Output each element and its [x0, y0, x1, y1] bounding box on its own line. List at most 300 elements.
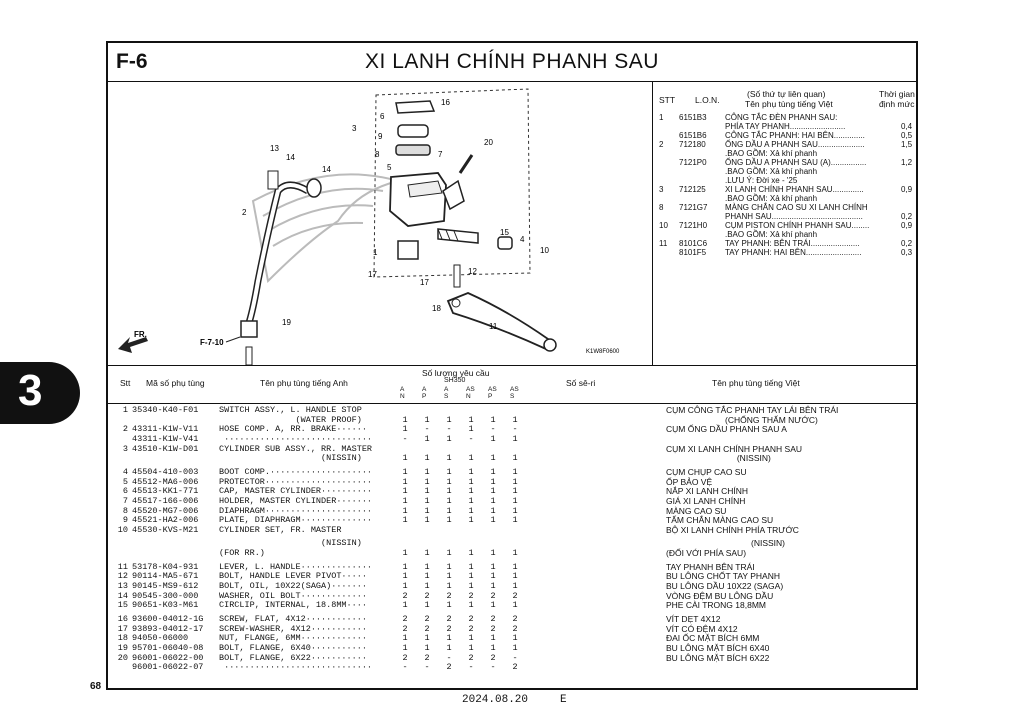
qty-col-header: S	[444, 393, 449, 400]
print-date: 2024.08.20	[462, 694, 529, 706]
cell-qty: 1	[446, 476, 452, 487]
cell-no: 11	[117, 561, 128, 572]
cell-qty: 1	[402, 571, 408, 582]
table-row	[108, 453, 916, 463]
legend-lon: 712125	[679, 185, 706, 194]
cell-part: 90651-K03-M61	[132, 600, 199, 611]
cell-qty: 1	[424, 600, 430, 611]
diagram-drawing	[108, 81, 652, 365]
legend-stt: 3	[659, 185, 664, 194]
cell-qty: 1	[468, 561, 474, 572]
table-row	[108, 633, 916, 643]
cell-qty: 1	[424, 495, 430, 506]
cell-qty: 1	[402, 561, 408, 572]
legend-desc: ỐNG DẦU A PHANH SAU.....................	[725, 140, 865, 149]
qty-col-header: P	[422, 393, 427, 400]
cell-part: 45512-MA6-006	[132, 476, 199, 487]
cell-qty: 1	[424, 433, 430, 444]
oil-bolt	[268, 171, 278, 189]
legend-desc: .LƯU Ý: Đời xe - '25	[725, 176, 798, 185]
cell-en: BOOT COMP.····················	[219, 466, 373, 477]
legend-time: 1,5	[901, 140, 913, 149]
cell-qty: -	[490, 662, 496, 673]
cell-qty: 1	[424, 561, 430, 572]
legend-time: 0,9	[901, 185, 913, 194]
table-row	[108, 571, 916, 581]
cell-qty: 1	[468, 466, 474, 477]
legend-lon: 8101F5	[679, 248, 707, 257]
cell-en: PROTECTOR·····················	[219, 476, 373, 487]
col-serial-header: Số sê-ri	[566, 378, 596, 388]
col-vi-header: Tên phụ tùng tiếng Việt	[712, 378, 800, 388]
title-bar	[108, 43, 916, 82]
legend-row	[653, 194, 916, 203]
callout-2: 2	[242, 208, 247, 217]
cell-qty: 1	[490, 414, 496, 425]
cell-qty: 1	[402, 633, 408, 644]
legend-header-time2: định mức	[879, 99, 915, 109]
table-row	[108, 515, 916, 525]
callout-19: 19	[282, 318, 291, 327]
cell-qty: 1	[424, 581, 430, 592]
cell-qty: 1	[468, 424, 474, 435]
cell-qty: 1	[402, 581, 408, 592]
cell-qty: 2	[490, 623, 496, 634]
legend-desc: MÀNG CHẮN CAO SU XI LANH CHÍNH	[725, 203, 868, 212]
legend-header-lon: L.O.N.	[695, 95, 720, 105]
cell-qty: -	[402, 433, 408, 444]
legend-stt: 8	[659, 203, 664, 212]
cell-part: 93893-04012-17	[132, 623, 204, 634]
cell-qty: 1	[490, 495, 496, 506]
link-label: F-7-10	[200, 338, 224, 347]
callout-18: 18	[432, 304, 441, 313]
cell-part: 45530-KVS-M21	[132, 524, 199, 535]
section-tab	[0, 362, 80, 424]
pivot-bolt	[454, 265, 460, 287]
qty-col-header: AS	[510, 386, 519, 393]
cell-part: 43311-K1W-V11	[132, 424, 199, 435]
callout-5: 5	[387, 163, 392, 172]
legend-header-desc2: Tên phụ tùng tiếng Việt	[745, 99, 833, 109]
cell-part: 96001-06022-00	[132, 652, 204, 663]
cell-vi: (NISSIN)	[666, 453, 771, 464]
table-row	[108, 614, 916, 624]
legend-row	[653, 230, 916, 239]
legend-row	[653, 140, 916, 149]
legend-row	[653, 176, 916, 185]
cell-vi: TAY PHANH BÊN TRÁI	[666, 561, 755, 572]
cell-no: 16	[117, 614, 128, 624]
callout-20: 20	[484, 138, 493, 147]
cell-qty: 1	[402, 505, 408, 516]
table-row	[108, 624, 916, 634]
cell-part: 95701-06040-08	[132, 642, 204, 653]
cell-vi: BU LÔNG CHỐT TAY PHANH	[666, 571, 780, 582]
cell-en: (NISSIN)	[219, 453, 362, 464]
legend-lon: 6151B6	[679, 131, 707, 140]
page-title: XI LANH CHÍNH PHANH SAU	[365, 50, 659, 73]
table-row	[108, 424, 916, 434]
cell-vi: CỤM XI LANH CHÍNH PHANH SAU	[666, 443, 803, 454]
cell-vi: (CHỐNG THẤM NƯỚC)	[666, 414, 818, 425]
qty-col-header: S	[510, 393, 515, 400]
cell-qty: 2	[512, 614, 518, 624]
cell-qty: 1	[512, 561, 518, 572]
cell-vi: BỘ XI LANH CHÍNH PHÍA TRƯỚC	[666, 524, 799, 535]
cell-qty: 1	[490, 466, 496, 477]
cell-en: BOLT, OIL, 10X22(SAGA)·······	[219, 581, 367, 592]
cell-qty: -	[446, 652, 452, 663]
cell-qty: 1	[468, 571, 474, 582]
cell-no: 7	[122, 495, 128, 506]
cell-qty: 1	[490, 561, 496, 572]
table-row	[108, 415, 916, 425]
legend-desc: TAY PHANH: BÊN TRÁI......................	[725, 239, 860, 248]
cell-qty: -	[468, 433, 474, 444]
cell-qty: 1	[490, 476, 496, 487]
cell-en: LEVER, L. HANDLE··············	[219, 561, 373, 572]
cell-qty: 1	[512, 476, 518, 487]
cell-part: 93600-04012-1G	[132, 614, 204, 624]
legend-lon: 712180	[679, 140, 706, 149]
legend-row	[653, 122, 916, 131]
cell-vi: ĐAI ỐC MẶT BÍCH 6MM	[666, 633, 760, 644]
cell-qty: 1	[424, 642, 430, 653]
cell-en: DIAPHRAGM·····················	[219, 505, 373, 516]
cell-no: 9	[122, 515, 128, 526]
legend-row	[653, 203, 916, 212]
legend-time: 0,5	[901, 131, 913, 140]
cell-qty: 2	[468, 590, 474, 601]
legend-row	[653, 149, 916, 158]
legend-desc: TAY PHANH: HAI BÊN.........................	[725, 248, 862, 257]
cell-qty: 2	[424, 652, 430, 663]
cell-qty: 1	[424, 571, 430, 582]
section-tab-number: 3	[18, 366, 43, 415]
legend-desc: PHANH SAU.........................................	[725, 212, 863, 221]
cell-qty: 2	[468, 614, 474, 624]
qty-col-header: P	[488, 393, 493, 400]
arrow-label: FR.	[134, 330, 147, 339]
table-row	[108, 538, 916, 548]
qty-col-header: A	[422, 386, 427, 393]
cap	[396, 101, 434, 113]
legend-lon: 7121G7	[679, 203, 708, 212]
cell-qty: 1	[402, 548, 408, 559]
cell-en: PLATE, DIAPHRAGM··············	[219, 515, 373, 526]
cell-en: SWITCH ASSY., L. HANDLE STOP	[219, 405, 362, 415]
cell-qty: -	[424, 424, 430, 435]
cell-qty: 1	[512, 466, 518, 477]
cell-vi: BU LÔNG MẶT BÍCH 6X40	[666, 642, 770, 653]
table-row	[108, 548, 916, 558]
cell-qty: 1	[512, 633, 518, 644]
model-label: SH350	[444, 377, 466, 384]
legend-desc: .BAO GỒM: Xả khí phanh	[725, 194, 818, 203]
cell-vi: MÀNG CAO SU	[666, 505, 727, 516]
cell-qty: 1	[402, 414, 408, 425]
cell-qty: 1	[468, 414, 474, 425]
legend-stt: 10	[659, 221, 668, 230]
cell-no: 8	[122, 505, 128, 516]
col-partno-header: Mã số phụ tùng	[146, 378, 205, 388]
legend-time: 0,2	[901, 239, 913, 248]
callout-1: 1	[373, 248, 378, 257]
cell-qty: 1	[402, 466, 408, 477]
cell-vi: (NISSIN)	[666, 538, 786, 549]
legend-row	[653, 239, 916, 248]
cell-en: WASHER, OIL BOLT·············	[219, 590, 367, 601]
cell-part: 96001-06022-07	[132, 662, 204, 673]
table-row	[108, 486, 916, 496]
callout-13: 13	[270, 144, 279, 153]
legend-stt: 11	[659, 239, 668, 248]
page-number: 68	[90, 681, 102, 692]
legend-time: 0,3	[901, 248, 913, 257]
cell-qty: 2	[468, 652, 474, 663]
callout-11: 11	[489, 322, 498, 331]
cell-no: 4	[122, 466, 128, 477]
cell-qty: 1	[424, 515, 430, 526]
cell-en: CYLINDER SET, FR. MASTER	[219, 524, 342, 535]
cell-qty: 1	[468, 633, 474, 644]
flange-bolt	[246, 347, 252, 365]
qty-col-header: AS	[466, 386, 475, 393]
cell-qty: 1	[402, 453, 408, 464]
cell-qty: 1	[446, 633, 452, 644]
edition-letter: E	[560, 694, 567, 706]
legend-row	[653, 221, 916, 230]
cell-qty: 2	[512, 590, 518, 601]
legend-stt: 2	[659, 140, 664, 149]
cell-part: 35340-K40-F01	[132, 405, 199, 415]
cell-qty: 2	[424, 614, 430, 624]
cell-qty: 2	[446, 590, 452, 601]
cell-qty: 1	[512, 414, 518, 425]
qty-col-header: N	[466, 393, 471, 400]
cell-en: NUT, FLANGE, 6MM·············	[219, 633, 367, 644]
callout-10: 10	[540, 246, 549, 255]
cell-qty: -	[512, 424, 518, 435]
cell-no: 10	[117, 524, 128, 535]
callout-6: 6	[380, 112, 385, 121]
cell-qty: 1	[446, 515, 452, 526]
cell-no: 6	[122, 486, 128, 497]
cell-qty: 1	[468, 476, 474, 487]
cell-qty: 1	[512, 505, 518, 516]
cell-qty: 1	[512, 642, 518, 653]
cell-qty: 1	[512, 433, 518, 444]
legend-lon: 7121P0	[679, 158, 707, 167]
table-row	[108, 591, 916, 601]
cell-en: (WATER PROOF)	[219, 414, 362, 425]
cell-qty: 1	[512, 548, 518, 559]
banjo-bolt	[307, 179, 321, 197]
cell-part: 94050-06000	[132, 633, 189, 644]
cell-qty: -	[468, 662, 474, 673]
cell-vi: VÒNG ĐỆM BU LÔNG DẦU	[666, 590, 774, 601]
cell-qty: -	[424, 662, 430, 673]
callout-14b: 14	[322, 165, 331, 174]
cell-qty: 1	[424, 505, 430, 516]
cell-part: 45504-410-003	[132, 466, 199, 477]
cell-qty: 1	[402, 476, 408, 487]
cell-qty: 1	[468, 581, 474, 592]
cell-qty: 1	[490, 433, 496, 444]
table-row	[108, 600, 916, 610]
cell-part: 45517-166-006	[132, 495, 199, 506]
table-row	[108, 643, 916, 653]
cell-no: 13	[117, 581, 128, 592]
cell-qty: 1	[512, 453, 518, 464]
legend-header-stt: STT	[659, 95, 676, 105]
cell-qty: 1	[424, 414, 430, 425]
cell-qty: 1	[512, 571, 518, 582]
qty-title: Số lượng yêu cầu	[422, 368, 490, 378]
cell-qty: 2	[468, 623, 474, 634]
cell-qty: 1	[468, 486, 474, 497]
table-row	[108, 444, 916, 454]
legend-desc: .BAO GỒM: Xả khí phanh	[725, 230, 818, 239]
cell-no: 20	[117, 652, 128, 663]
legend-desc: CÔNG TẮC PHANH: HAI BÊN..............	[725, 131, 865, 140]
legend-desc: .BAO GỒM: Xả khí phanh	[725, 167, 818, 176]
cell-qty: 1	[424, 548, 430, 559]
cell-qty: 1	[424, 453, 430, 464]
cell-no: 1	[122, 405, 128, 415]
cell-en: BOLT, FLANGE, 6X40···········	[219, 642, 367, 653]
exploded-diagram	[108, 81, 653, 365]
cell-qty: 1	[468, 642, 474, 653]
cell-vi: PHE CÀI TRONG 18,8MM	[666, 600, 766, 611]
legend-desc: CỤM PISTON CHÍNH PHANH SAU........	[725, 221, 870, 230]
cell-qty: 2	[490, 590, 496, 601]
cell-part: 45521-HA2-006	[132, 515, 199, 526]
cell-qty: 1	[468, 548, 474, 559]
cell-qty: 2	[490, 652, 496, 663]
cell-en: BOLT, FLANGE, 6X22···········	[219, 652, 367, 663]
table-row	[108, 581, 916, 591]
plate	[398, 125, 428, 137]
cell-part: 43311-K1W-V41	[132, 433, 199, 444]
cell-qty: 1	[446, 548, 452, 559]
callout-8: 8	[375, 150, 380, 159]
cell-vi: GIÁ XI LANH CHÍNH	[666, 495, 746, 506]
col-en-header: Tên phụ tùng tiếng Anh	[260, 378, 348, 388]
cell-qty: 2	[402, 590, 408, 601]
cell-qty: 2	[424, 623, 430, 634]
cell-part: 53178-K04-931	[132, 561, 199, 572]
legend-row	[653, 212, 916, 221]
cell-en: HOLDER, MASTER CYLINDER·······	[219, 495, 373, 506]
cell-qty: 2	[446, 662, 452, 673]
cell-vi: BU LÔNG MẶT BÍCH 6X22	[666, 652, 770, 663]
cell-vi: BU LÔNG DẦU 10X22 (SAGA)	[666, 581, 784, 592]
cell-qty: 2	[402, 614, 408, 624]
legend-row	[653, 113, 916, 122]
cell-qty: 1	[468, 600, 474, 611]
cell-vi: TẤM CHẮN MÀNG CAO SU	[666, 515, 774, 526]
cell-qty: 1	[446, 414, 452, 425]
cell-qty: 1	[424, 466, 430, 477]
cell-qty: 1	[446, 600, 452, 611]
cell-qty: 1	[424, 476, 430, 487]
cell-qty: 1	[490, 486, 496, 497]
cell-part: 90145-MS9-612	[132, 581, 199, 592]
legend-time: 1,2	[901, 158, 913, 167]
table-row	[108, 653, 916, 663]
legend-lon: 8101C6	[679, 239, 708, 248]
cell-qty: 1	[424, 486, 430, 497]
cell-en: CAP, MASTER CYLINDER··········	[219, 486, 373, 497]
cell-qty: 1	[468, 495, 474, 506]
cell-en: ·····························	[219, 662, 373, 673]
cell-qty: -	[446, 424, 452, 435]
table-row	[108, 525, 916, 535]
cell-vi: VÍT CÓ ĐỆM 4X12	[666, 623, 738, 634]
cell-qty: 1	[402, 600, 408, 611]
table-row	[108, 662, 916, 672]
cell-no: 12	[117, 571, 128, 582]
table-row	[108, 477, 916, 487]
cell-en: CYLINDER SUB ASSY., RR. MASTER	[219, 443, 373, 454]
cell-qty: 1	[446, 581, 452, 592]
legend-row	[653, 158, 916, 167]
legend-time: 0,4	[901, 122, 913, 131]
qty-col-header: A	[400, 386, 405, 393]
col-no-header: Stt	[120, 378, 131, 388]
cell-qty: 2	[402, 623, 408, 634]
cell-qty: 1	[402, 424, 408, 435]
qty-col-header: AS	[488, 386, 497, 393]
callout-12: 12	[468, 267, 477, 276]
legend-row	[653, 167, 916, 176]
callout-17a: 17	[368, 270, 377, 279]
boot	[498, 237, 512, 249]
cell-qty: 1	[446, 642, 452, 653]
cell-qty: 1	[402, 515, 408, 526]
cell-en: CIRCLIP, INTERNAL, 18.8MM····	[219, 600, 367, 611]
cell-qty: 1	[446, 433, 452, 444]
legend-row	[653, 248, 916, 257]
cell-qty: 1	[468, 515, 474, 526]
cell-qty: 1	[490, 600, 496, 611]
legend-row	[653, 185, 916, 194]
callout-15: 15	[500, 228, 509, 237]
callout-4: 4	[520, 235, 525, 244]
legend-desc: ỐNG DẦU A PHANH SAU (A)................	[725, 158, 867, 167]
cell-no: 15	[117, 600, 128, 611]
legend-stt: 1	[659, 113, 664, 122]
legend-time: 0,2	[901, 212, 913, 221]
callout-17b: 17	[420, 278, 429, 287]
table-row	[108, 506, 916, 516]
cell-no: 17	[117, 623, 128, 634]
cell-en: SCREW, FLAT, 4X12············	[219, 614, 367, 624]
cell-qty: 1	[446, 495, 452, 506]
legend-lon: 7121H0	[679, 221, 708, 230]
cell-part: 45513-KK1-771	[132, 486, 199, 497]
cell-qty: -	[490, 424, 496, 435]
cell-no: 3	[122, 443, 128, 454]
cell-qty: 2	[402, 652, 408, 663]
cell-qty: 1	[468, 453, 474, 464]
cell-en: (FOR RR.)	[219, 548, 265, 559]
table-row	[108, 562, 916, 572]
cell-qty: 1	[512, 515, 518, 526]
table-row	[108, 467, 916, 477]
